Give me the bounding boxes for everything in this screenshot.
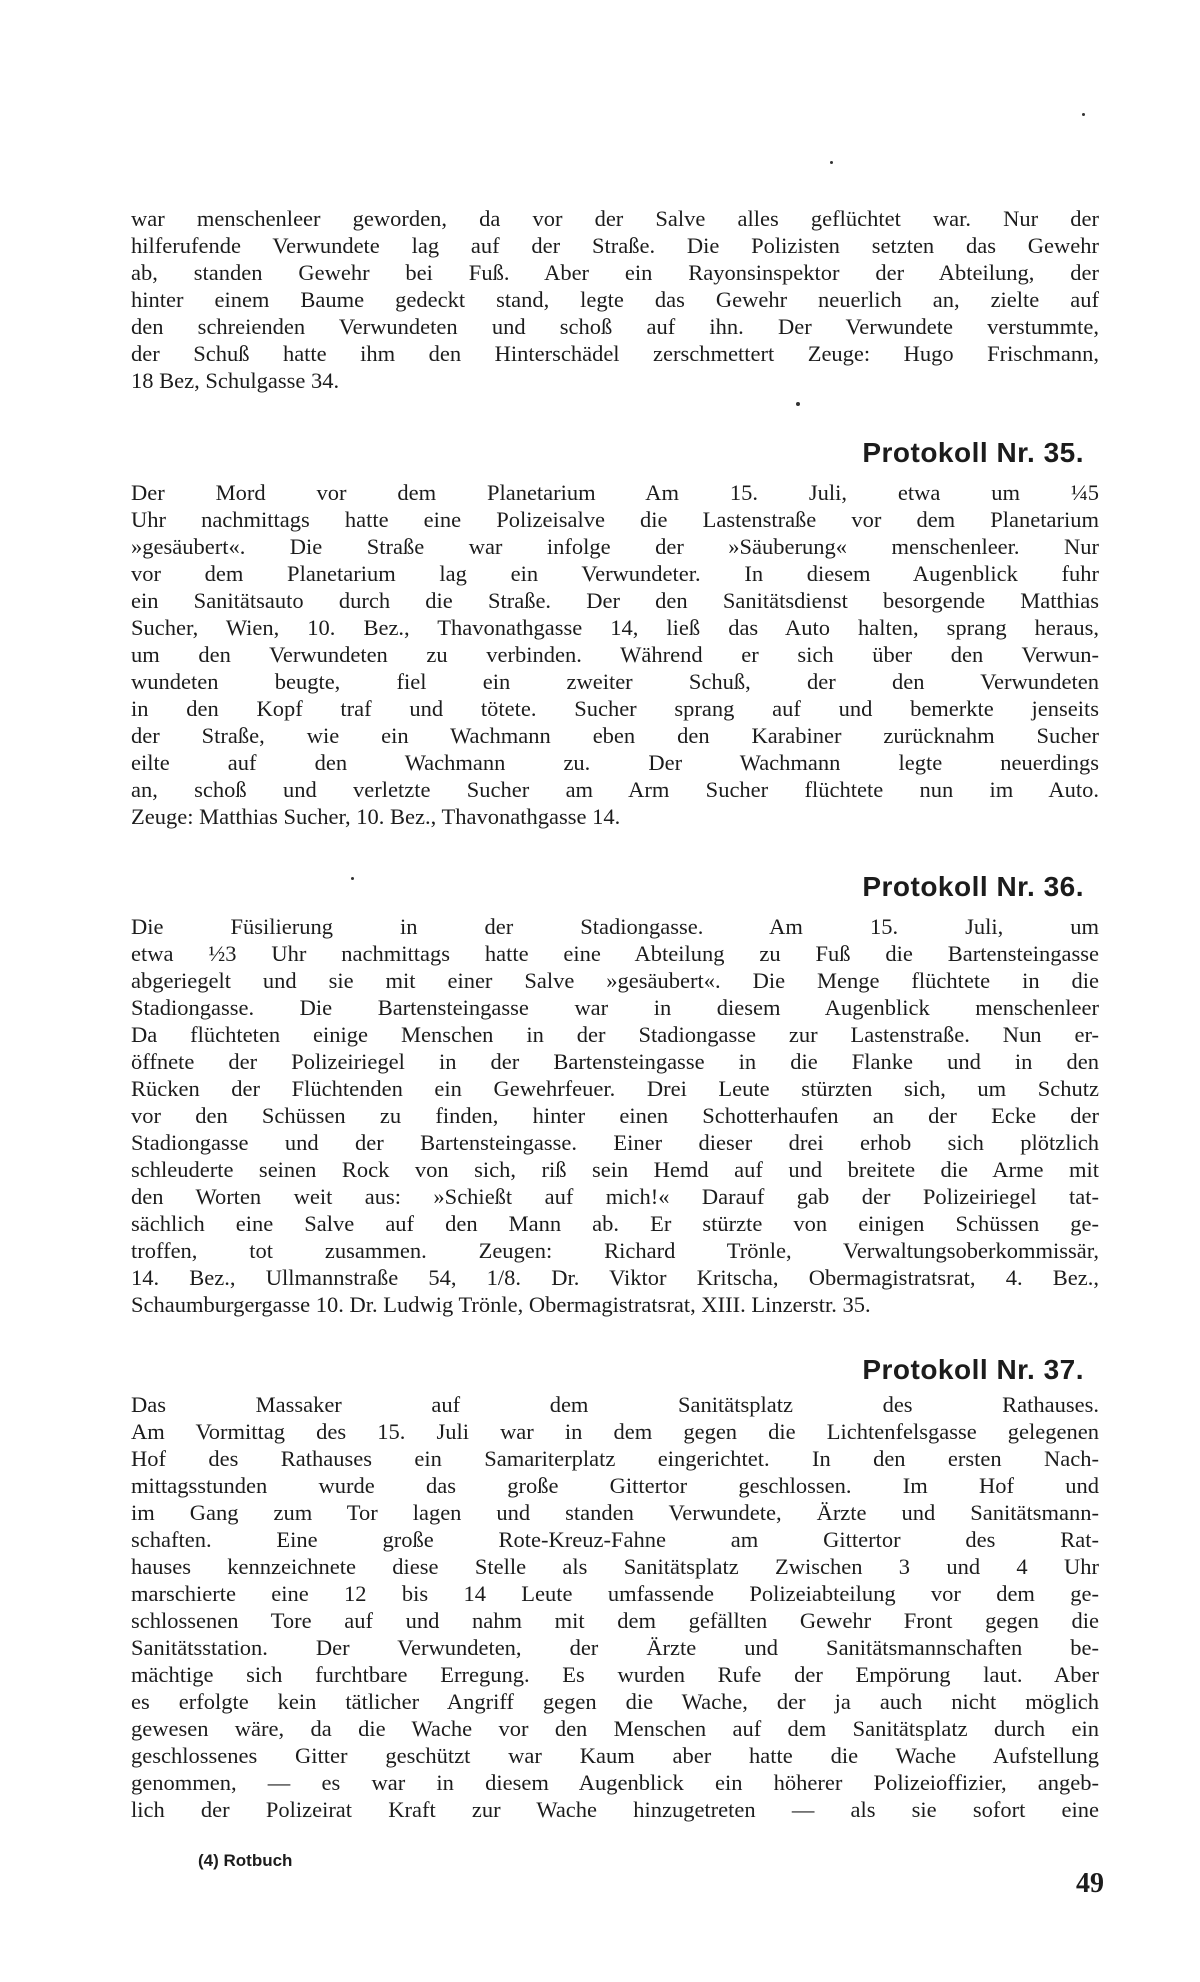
text-line: den Worten weit aus: »Schießt auf mich!« Darauf gab der Polizeiriegel tat- bbox=[131, 1184, 1099, 1209]
protocol-heading: Protokoll Nr. 35. bbox=[862, 437, 1084, 468]
text-line: wundeten beugte, fiel ein zweiter Schuß, der den Verwundeten bbox=[131, 669, 1099, 694]
protocol-heading: Protokoll Nr. 37. bbox=[862, 1354, 1084, 1385]
scan-speck bbox=[351, 877, 354, 880]
text-line: genommen, — es war in diesem Augenblick ein höherer Polizeioffizier, angeb- bbox=[131, 1770, 1099, 1795]
text-line: Die Füsilierung in der Stadiongasse. Am 15. Juli, um bbox=[131, 914, 1099, 939]
scan-speck bbox=[1082, 113, 1085, 116]
text-line: war menschenleer geworden, da vor der Salve alles geflüchtet war. Nur der bbox=[131, 206, 1099, 231]
footer-signature-mark: (4) Rotbuch bbox=[198, 1851, 293, 1870]
text-line: lich der Polizeirat Kraft zur Wache hinzugetreten — als sie sofort eine bbox=[131, 1797, 1099, 1822]
text-line: vor den Schüssen zu finden, hinter einen Schotterhaufen an der Ecke der bbox=[131, 1103, 1099, 1128]
text-line: abgeriegelt und sie mit einer Salve »gesäubert«. Die Menge flüchtete in die bbox=[131, 968, 1099, 993]
text-line: den schreienden Verwundeten und schoß auf ihn. Der Verwundete verstummte, bbox=[131, 314, 1099, 339]
text-line: vor dem Planetarium lag ein Verwundeter. In diesem Augenblick fuhr bbox=[131, 561, 1099, 586]
text-line: 18 Bez, Schulgasse 34. bbox=[131, 368, 340, 393]
text-line: Sanitätsstation. Der Verwundeten, der Ärzte und Sanitätsmannschaften be- bbox=[131, 1635, 1099, 1660]
scan-speck bbox=[796, 402, 800, 406]
text-line: Der Mord vor dem Planetarium Am 15. Juli, etwa um ¼5 bbox=[131, 480, 1099, 505]
text-line: im Gang zum Tor lagen und standen Verwundete, Ärzte und Sanitätsmann- bbox=[131, 1500, 1099, 1525]
text-line: Stadiongasse. Die Bartensteingasse war in diesem Augenblick menschenleer bbox=[131, 995, 1099, 1020]
text-line: schleuderte seinen Rock von sich, riß sein Hemd auf und breitete die Arme mit bbox=[131, 1157, 1099, 1182]
text-line: ein Sanitätsauto durch die Straße. Der den Sanitätsdienst besorgende Matthias bbox=[131, 588, 1099, 613]
text-line: troffen, tot zusammen. Zeugen: Richard Trönle, Verwaltungsoberkommissär, bbox=[131, 1238, 1099, 1263]
text-line: Zeuge: Matthias Sucher, 10. Bez., Thavonathgasse 14. bbox=[131, 804, 621, 829]
text-line: gewesen wäre, da die Wache vor den Menschen auf dem Sanitätsplatz durch ein bbox=[131, 1716, 1099, 1741]
text-line: eilte auf den Wachmann zu. Der Wachmann legte neuerdings bbox=[131, 750, 1099, 775]
text-line: hauses kennzeichnete diese Stelle als Sanitätsplatz Zwischen 3 und 4 Uhr bbox=[131, 1554, 1099, 1579]
text-line: Am Vormittag des 15. Juli war in dem gegen die Lichtenfelsgasse gelegenen bbox=[131, 1419, 1099, 1444]
text-line: mächtige sich furchtbare Erregung. Es wurden Rufe der Empörung laut. Aber bbox=[131, 1662, 1099, 1687]
page-number: 49 bbox=[1076, 1868, 1104, 1899]
text-line: Das Massaker auf dem Sanitätsplatz des Rathauses. bbox=[131, 1392, 1099, 1417]
text-line: ab, standen Gewehr bei Fuß. Aber ein Rayonsinspektor der Abteilung, der bbox=[131, 260, 1099, 285]
protocol-heading: Protokoll Nr. 36. bbox=[862, 871, 1084, 902]
text-line: Stadiongasse und der Bartensteingasse. Einer dieser drei erhob sich plötzlich bbox=[131, 1130, 1099, 1155]
protocol-35-text bbox=[131, 479, 1099, 830]
text-line: Schaumburgergasse 10. Dr. Ludwig Trönle, Obermagistratsrat, XIII. Linzerstr. 35. bbox=[131, 1292, 871, 1317]
text-line: schlossenen Tore auf und nahm mit dem gefällten Gewehr Front gegen die bbox=[131, 1608, 1099, 1633]
text-line: 14. Bez., Ullmannstraße 54, 1/8. Dr. Viktor Kritscha, Obermagistratsrat, 4. Bez., bbox=[131, 1265, 1099, 1290]
text-line: öffnete der Polizeiriegel in der Bartensteingasse in die Flanke und in den bbox=[131, 1049, 1099, 1074]
text-line: in den Kopf traf und tötete. Sucher sprang auf und bemerkte jenseits bbox=[131, 696, 1099, 721]
text-line: »gesäubert«. Die Straße war infolge der »Säuberung« menschenleer. Nur bbox=[131, 534, 1099, 559]
protocol-36-text bbox=[131, 913, 1099, 1318]
text-line: der Schuß hatte ihm den Hinterschädel zerschmettert Zeuge: Hugo Frischmann, bbox=[131, 341, 1099, 366]
text-line: Hof des Rathauses ein Samariterplatz eingerichtet. In den ersten Nach- bbox=[131, 1446, 1099, 1471]
text-line: mittagsstunden wurde das große Gittertor geschlossen. Im Hof und bbox=[131, 1473, 1099, 1498]
text-line: geschlossenes Gitter geschützt war Kaum aber hatte die Wache Aufstellung bbox=[131, 1743, 1099, 1768]
text-line: Da flüchteten einige Menschen in der Stadiongasse zur Lastenstraße. Nun er- bbox=[131, 1022, 1099, 1047]
text-line: es erfolgte kein tätlicher Angriff gegen die Wache, der ja auch nicht möglich bbox=[131, 1689, 1099, 1714]
text-line: an, schoß und verletzte Sucher am Arm Sucher flüchtete nun im Auto. bbox=[131, 777, 1099, 802]
text-line: etwa ½3 Uhr nachmittags hatte eine Abteilung zu Fuß die Bartensteingasse bbox=[131, 941, 1099, 966]
text-line: hilferufende Verwundete lag auf der Straße. Die Polizisten setzten das Gewehr bbox=[131, 233, 1099, 258]
text-line: Sucher, Wien, 10. Bez., Thavonathgasse 14, ließ das Auto halten, sprang heraus, bbox=[131, 615, 1099, 640]
text-line: der Straße, wie ein Wachmann eben den Karabiner zurücknahm Sucher bbox=[131, 723, 1099, 748]
text-line: marschierte eine 12 bis 14 Leute umfassende Polizeiabteilung vor dem ge- bbox=[131, 1581, 1099, 1606]
text-line: hinter einem Baume gedeckt stand, legte das Gewehr neuerlich an, zielte auf bbox=[131, 287, 1099, 312]
text-line: Rücken der Flüchtenden ein Gewehrfeuer. Drei Leute stürzten sich, um Schutz bbox=[131, 1076, 1099, 1101]
text-line: Uhr nachmittags hatte eine Polizeisalve die Lastenstraße vor dem Planetarium bbox=[131, 507, 1099, 532]
text-line: sächlich eine Salve auf den Mann ab. Er stürzte von einigen Schüssen ge- bbox=[131, 1211, 1099, 1236]
text-line: schaften. Eine große Rote-Kreuz-Fahne am Gittertor des Rat- bbox=[131, 1527, 1099, 1552]
scan-speck bbox=[830, 161, 833, 164]
text-line: um den Verwundeten zu verbinden. Während er sich über den Verwun- bbox=[131, 642, 1099, 667]
continuation-paragraph bbox=[131, 205, 1099, 394]
protocol-37-text bbox=[131, 1391, 1099, 1823]
